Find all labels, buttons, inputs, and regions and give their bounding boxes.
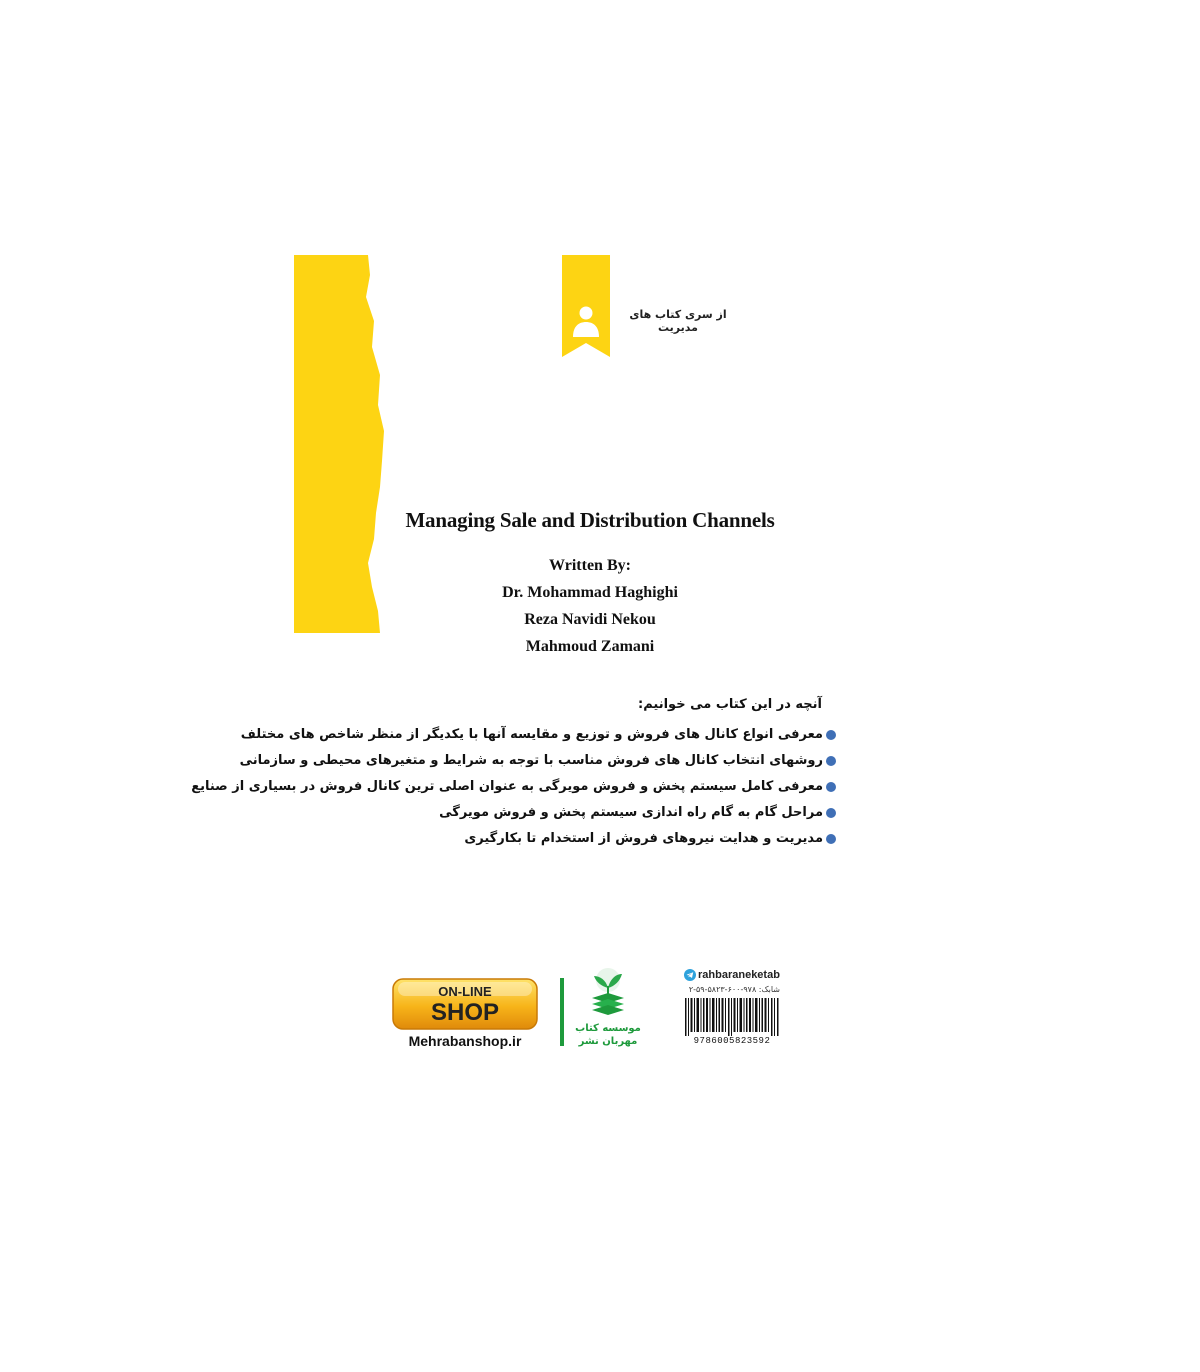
bullet-icon xyxy=(826,782,836,792)
bullet-icon xyxy=(826,730,836,740)
author-2: Reza Navidi Nekou xyxy=(524,611,656,628)
shop-line-2: SHOP xyxy=(430,999,500,1026)
isbn-label: شابک: ۹۷۸-۶۰۰-۵۸۲۳-۵۹-۲ xyxy=(688,985,780,994)
footer-divider xyxy=(560,978,564,1046)
shop-url-link[interactable]: Mehrabanshop.ir xyxy=(408,1033,522,1049)
barcode-icon xyxy=(684,998,780,1036)
list-item: مدیریت و هدایت نیروهای فروش از استخدام تا بکارگیری xyxy=(330,826,836,852)
contents-section xyxy=(191,692,836,852)
torn-yellow-strip xyxy=(294,255,386,633)
bullet-icon xyxy=(826,756,836,766)
list-item: روشهای انتخاب کانال های فروش مناسب با توجه به شرایط و متغیرهای محیطی و سازمانی xyxy=(330,748,836,774)
list-item: مراحل گام به گام راه اندازی سیستم پخش و فروش مویرگی xyxy=(330,800,836,826)
author-1: Dr. Mohammad Haghighi xyxy=(502,584,678,601)
telegram-icon xyxy=(684,969,696,981)
series-ribbon xyxy=(562,255,610,357)
online-shop-badge[interactable] xyxy=(392,978,538,1030)
contents-heading: آنچه در این کتاب می خوانیم: xyxy=(638,697,822,712)
authors-block xyxy=(440,552,740,660)
bullet-icon xyxy=(826,808,836,818)
barcode-number: 9786005823592 xyxy=(693,1036,771,1046)
written-by-label: Written By: xyxy=(549,557,631,574)
book-title: Managing Sale and Distribution Channels xyxy=(405,508,775,532)
series-label: از سری کتاب های مدیریت xyxy=(629,308,727,334)
list-item: معرفی انواع کانال های فروش و توزیع و مقایسه آنها با یکدیگر از منظر شاخص های مختلف xyxy=(330,722,836,748)
shop-line-1: ON-LINE xyxy=(438,984,492,999)
publisher-name: موسسه کتاب مهربان نشر xyxy=(575,1023,641,1047)
author-3: Mahmoud Zamani xyxy=(525,638,655,655)
contents-list xyxy=(191,722,836,852)
publisher-logo-icon xyxy=(582,966,634,1022)
telegram-handle[interactable]: rahbaraneketab xyxy=(684,969,780,981)
list-item: معرفی کامل سیستم پخش و فروش مویرگی به عنوان اصلی ترین کانال فروش در بسیاری از صنایع xyxy=(330,774,836,800)
bullet-icon xyxy=(826,834,836,844)
